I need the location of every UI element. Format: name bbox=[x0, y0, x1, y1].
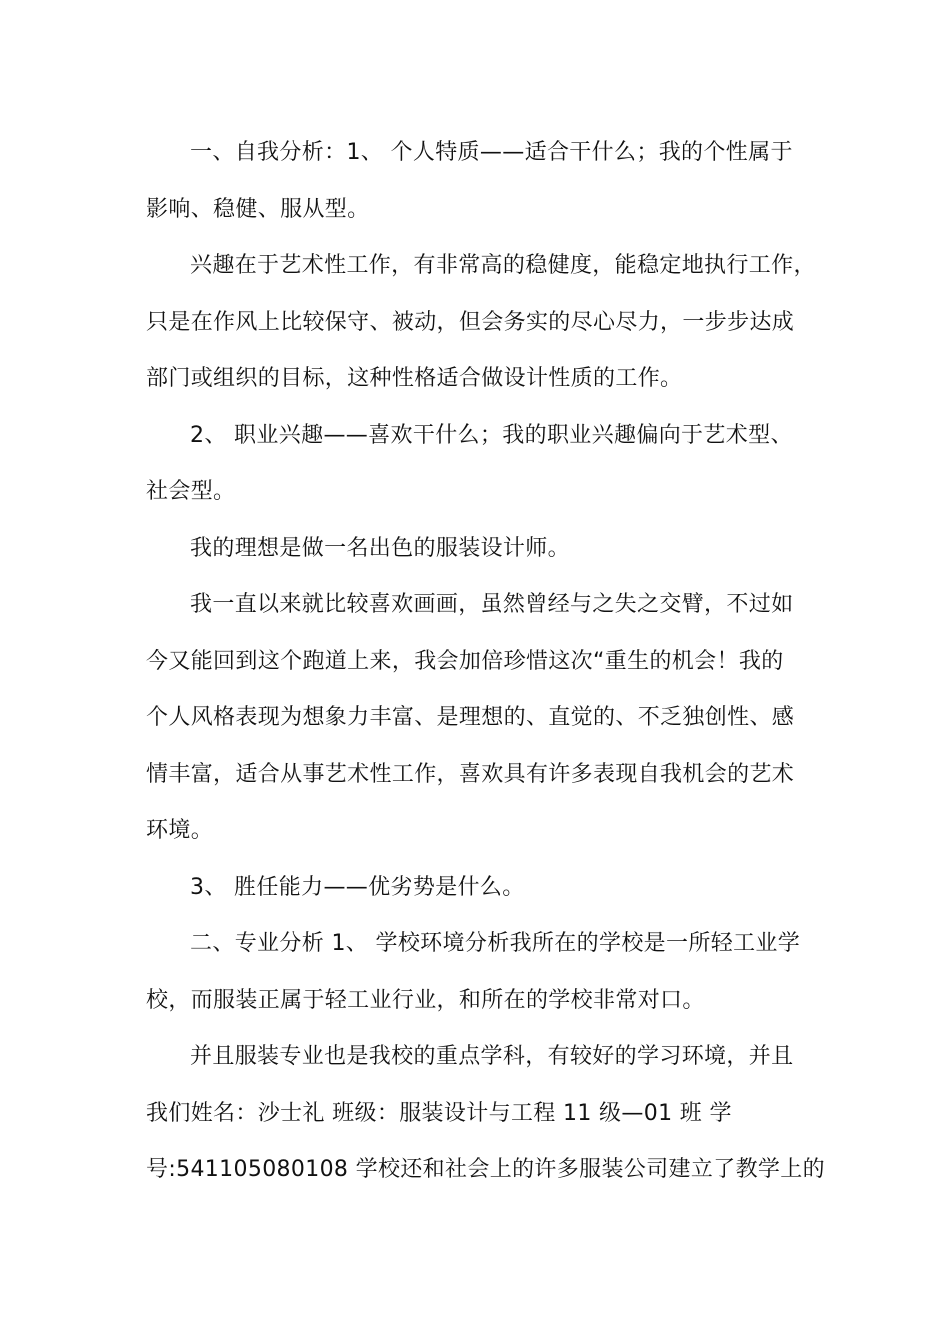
paragraph-3-line-1: 2、 职业兴趣——喜欢干什么；我的职业兴趣偏向于艺术型、 bbox=[190, 423, 793, 448]
paragraph-3-line-2: 社会型。 bbox=[146, 479, 236, 504]
paragraph-2-line-3: 部门或组织的目标，这种性格适合做设计性质的工作。 bbox=[146, 366, 683, 391]
paragraph-8-line-3: 号:541105080108 学校还和社会上的许多服装公司建立了教学上的 bbox=[146, 1157, 825, 1182]
paragraph-1-line-2: 影响、稳健、服从型。 bbox=[146, 197, 370, 222]
paragraph-5-line-2: 今又能回到这个跑道上来，我会加倍珍惜这次“重生的机会！我的 bbox=[146, 649, 784, 674]
paragraph-7-line-2: 校，而服装正属于轻工业行业，和所在的学校非常对口。 bbox=[146, 988, 705, 1013]
paragraph-7-line-1: 二、专业分析 1、 学校环境分析我所在的学校是一所轻工业学 bbox=[190, 931, 801, 956]
paragraph-4-line-1: 我的理想是做一名出色的服装设计师。 bbox=[190, 536, 570, 561]
paragraph-5-line-1: 我一直以来就比较喜欢画画，虽然曾经与之失之交臂，不过如 bbox=[190, 592, 794, 617]
paragraph-2-line-1: 兴趣在于艺术性工作，有非常高的稳健度，能稳定地执行工作， bbox=[190, 253, 816, 278]
paragraph-1-line-1: 一、自我分析：1、 个人特质——适合干什么；我的个性属于 bbox=[190, 140, 793, 165]
paragraph-5-line-4: 情丰富，适合从事艺术性工作，喜欢具有许多表现自我机会的艺术 bbox=[146, 762, 795, 787]
paragraph-5-line-3: 个人风格表现为想象力丰富、是理想的、直觉的、不乏独创性、感 bbox=[146, 705, 795, 730]
paragraph-5-line-5: 环境。 bbox=[146, 818, 214, 843]
paragraph-8-line-1: 并且服装专业也是我校的重点学科，有较好的学习环境，并且 bbox=[190, 1044, 794, 1069]
paragraph-2-line-2: 只是在作风上比较保守、被动，但会务实的尽心尽力，一步步达成 bbox=[146, 310, 795, 335]
paragraph-6-line-1: 3、 胜任能力——优劣势是什么。 bbox=[190, 875, 525, 900]
paragraph-8-line-2: 我们姓名：沙士礼 班级：服装设计与工程 11 级—01 班 学 bbox=[146, 1101, 732, 1126]
